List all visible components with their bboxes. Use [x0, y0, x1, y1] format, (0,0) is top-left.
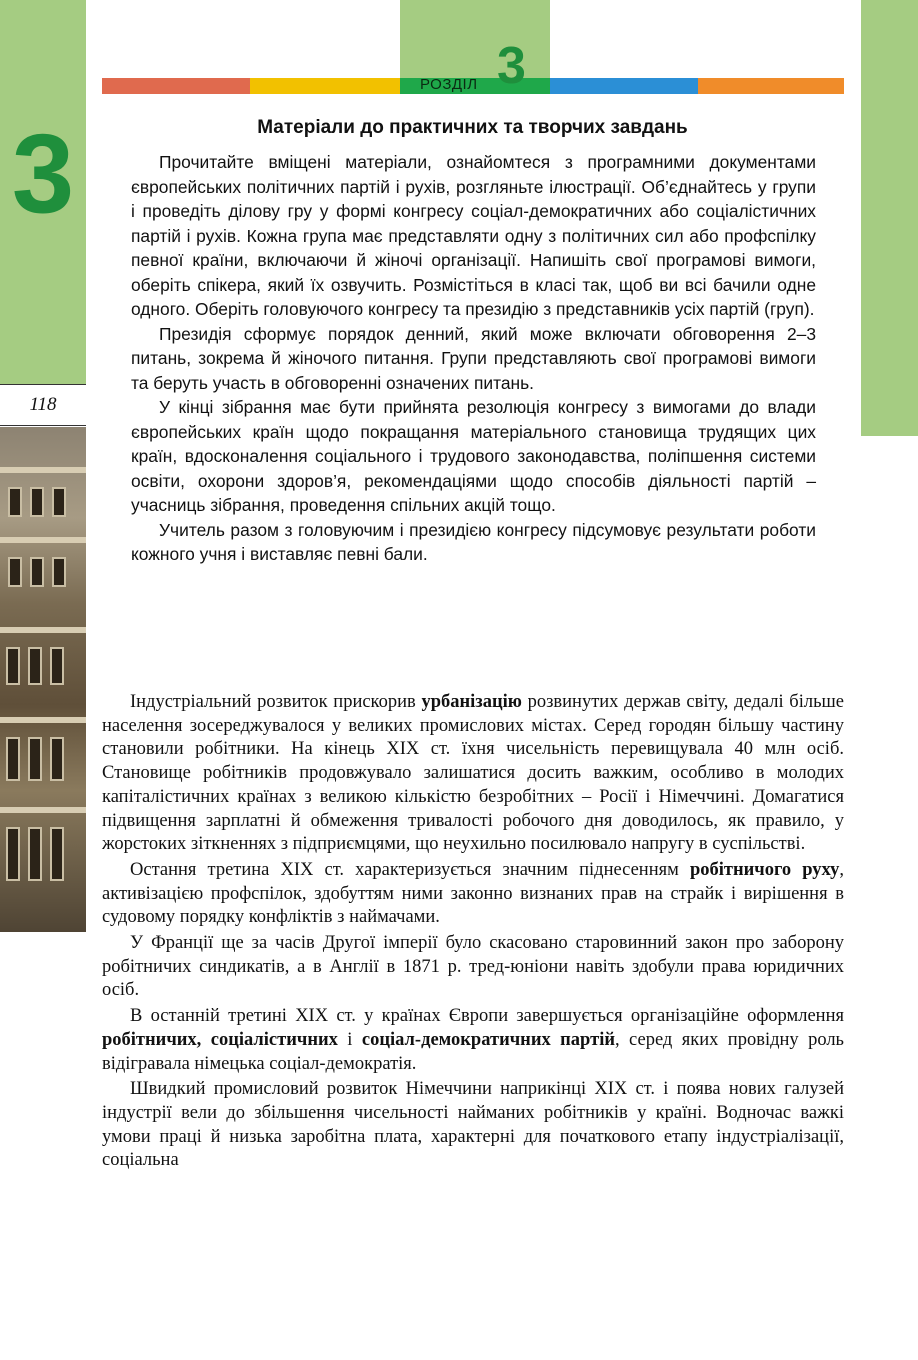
color-bar-orange	[698, 78, 844, 94]
body-paragraph: Швидкий промисловий розвиток Німеччини наприкінці XIX ст. і поява нових галузей індустрії вели до збільшення чисельності найманих робітників у країні. Водночас важкі умови праці й низька заробітна плата, характерні для початкового етапу індустріалізації, соціальна	[102, 1079, 844, 1171]
page-number: 118	[29, 394, 57, 415]
task-paragraph: Президія сформує порядок денний, який може включати обговорення 2–3 питань, зокрема й жіночого питання. Групи представляють свої програмові вимоги та беруть участь в обговоренні означених питань.	[131, 323, 816, 393]
section-label	[400, 37, 550, 95]
text-run: Остання третина XIX ст. характеризується значним піднесенням	[130, 859, 690, 880]
body-paragraph: У Франції ще за часів Другої імперії було скасовано старовинний закон про заборону робітничих синдикатів, а в Англії в 1871 р. тред-юніони навіть здобули права юридичних осіб.	[102, 933, 844, 1001]
color-bar-red	[102, 78, 250, 94]
key-term: робітничих,	[102, 1029, 202, 1050]
right-side-tab	[861, 0, 918, 436]
section-word: РОЗДІЛ	[420, 76, 478, 93]
page-number-rule-top	[0, 384, 86, 385]
color-bar-blue	[550, 78, 698, 94]
text-run: , активізацією профспілок, здобуттям ними законно визнаних прав на страйк і вирішення в судовому порядку конфліктів з наймачами.	[102, 859, 844, 928]
text-run: розвинутих держав світу, дедалі більше населення зосереджувалося у великих промислових містах. Серед городян більшу частину становили робітники. На кінець XIX ст. їхня чисельність перевищувала 40 млн осіб. Становище робітників продовжувало залишатися досить важким, особливо в молодих капіталістичних країнах з великою кількістю безробітних – Росії і Німеччині. Домагатися підвищення зарплатні й обмеження тривалості робочого дня доводилось, як правило, у жорстоких зіткненнях з підприємцями, що неухильно посилювало напругу в суспільстві.	[102, 692, 844, 855]
task-box	[131, 150, 816, 567]
section-number: 3	[497, 37, 526, 95]
section-top-tab	[400, 0, 550, 78]
task-paragraph: У кінці зібрання має бути прийнята резолюція конгресу з вимогами до влади європейських країн щодо покращання матеріального становища трудящих цих країн, вдосконалення соціального і трудового законодавства, поліпшення системи освіти, охорони здоров’я, рекомендаціями щодо способів діяльності партій – учасниць зібрання, проведення спільних акцій тощо.	[131, 397, 816, 515]
body-paragraph	[102, 859, 844, 930]
key-term: урбанізацію	[421, 692, 522, 712]
main-text	[102, 691, 844, 1175]
key-term: соціал-демократичних партій	[361, 1029, 615, 1050]
page-number-rule-bottom	[0, 425, 86, 426]
text-run: Індустріальний розвиток прискорив	[130, 692, 422, 712]
task-paragraph: Прочитайте вміщені матеріали, ознайомтеся з програмними документами європейських політичних партій і рухів, розгляньте ілюстрації. Об’єднайтесь у групи і проведіть ділову гру у формі конгресу соціал-демократичних або соціалістичних партій і рухів. Кожна група має представляти одну з політичних сил або профспілку певної країни, включаючи й жіночі організації. Напишіть свої програмові вимоги, оберіть спікера, який їх озвучить. Розмістіться в класі так, щоб ви всі бачили одне одного. Оберіть головуючого конгресу та президію з представників усіх партій (груп).	[131, 152, 816, 319]
key-term: робітничого руху	[689, 859, 840, 880]
text-run: і	[337, 1029, 362, 1050]
text-run: В останній третині XIX ст. у країнах Європи завершується організаційне оформлення	[130, 1006, 844, 1027]
text-run	[201, 1030, 210, 1050]
body-paragraph	[102, 691, 844, 857]
task-box-title: Матеріали до практичних та творчих завдань	[257, 117, 688, 138]
color-bar-yellow	[250, 78, 400, 94]
task-paragraph: Учитель разом з головуючим і президією конгресу підсумовує результати роботи кожного учня і виставляє певні бали.	[131, 519, 816, 564]
building-photo	[0, 427, 86, 932]
key-term: соціалістичних	[210, 1029, 338, 1050]
body-paragraph	[102, 1005, 844, 1076]
chapter-number: 3	[11, 111, 75, 236]
text-run: , серед яких провідну роль відігравала німецька соціал-демократія.	[102, 1029, 844, 1074]
